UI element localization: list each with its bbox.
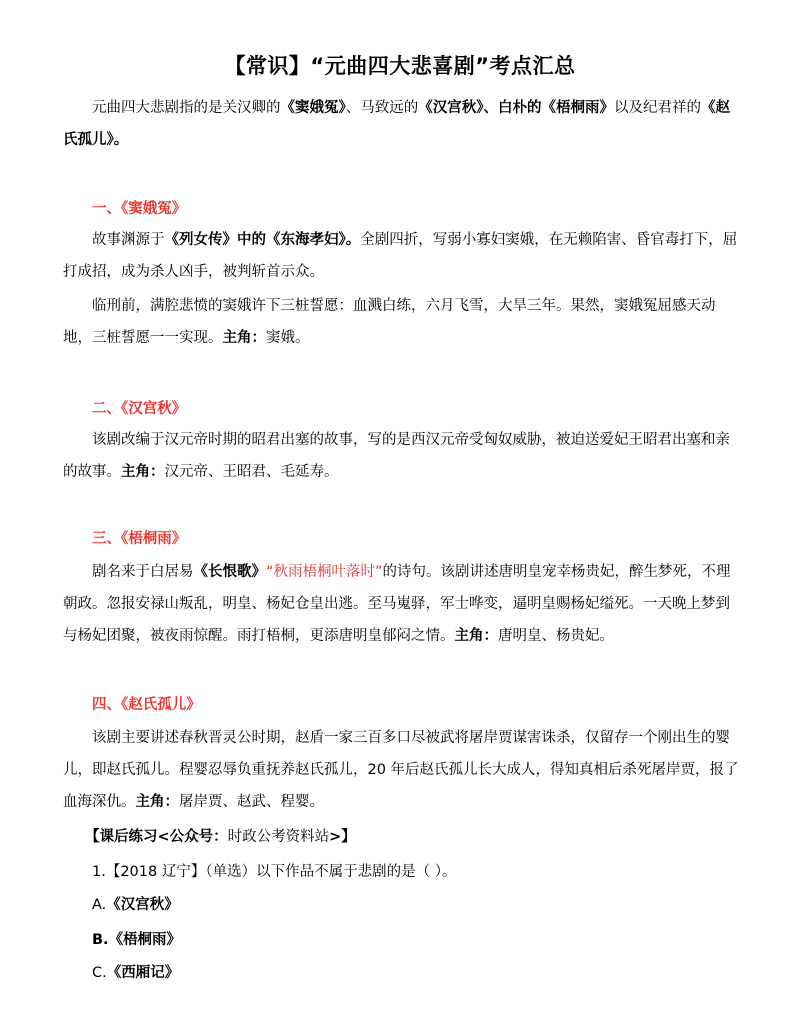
s2p1-bold-1: 主角：: [121, 464, 165, 480]
section-heading-3: 三、《梧桐雨》: [92, 531, 187, 547]
s1p2-text-2: 窦娥。: [266, 330, 310, 346]
section-4-paragraph-1: [63, 722, 743, 818]
s1p1-text-1: 故事渊源于: [92, 232, 165, 248]
s4p1-text-2: 屠岸贾、赵武、程婴。: [179, 794, 324, 810]
section-heading-1: 一、《窦娥冤》: [92, 201, 187, 217]
option-a-prefix: A.: [92, 897, 107, 913]
s3p1-bold-2: 主角：: [454, 628, 498, 644]
option-c-prefix: C.: [92, 965, 107, 981]
intro-paragraph: [63, 92, 743, 156]
section-3-paragraph-1: [63, 556, 743, 652]
s1p2-text-1: 临刑前，满腔悲愤的窦娥许下三桩誓愿：血溅白练，六月飞雪，大旱三年。果然，窦娥冤屈感天动地，三桩誓愿一一实现。: [63, 298, 716, 346]
exercise-heading: [85, 821, 765, 853]
exercise-bold-1: 【课后练习<公众号：: [85, 829, 228, 845]
intro-bold-2: 《汉宫秋》、白朴的《梧桐雨》: [418, 100, 614, 116]
intro-text-1: 元曲四大悲剧指的是关汉卿的: [92, 100, 281, 116]
question-stem: 1.【2018 辽宁】（单选）以下作品不属于悲剧的是（ ）。: [92, 864, 457, 880]
s3p1-red-quote: “秋雨梧桐叶落时”: [266, 564, 383, 580]
page-title: 【常识】“元曲四大悲喜剧”考点汇总: [224, 54, 576, 78]
s3p1-text-1: 剧名来于白居易: [92, 564, 194, 580]
intro-text-3: 以及纪君祥的: [614, 100, 701, 116]
s4p1-text-1: 该剧主要讲述春秋晋灵公时期，赵盾一家三百多口尽被武将屠岸贾谋害诛杀，仅留存一个刚出生的婴儿，即赵氏孤儿。程婴忍辱负重抚养赵氏孤儿，20 年后赵氏孤儿长大成人，得知真相后杀死屠岸贾，报了血海深仇。: [63, 730, 739, 810]
section-1-paragraph-2: [63, 290, 743, 354]
intro-text-2: 、马致远的: [345, 100, 419, 116]
option-b: [92, 924, 772, 956]
option-c: [92, 957, 772, 989]
s3p1-bold-1: 《长恨歌》: [193, 564, 266, 580]
option-b-text: 《梧桐雨》: [108, 932, 182, 948]
s2p1-text-1: 该剧改编于汉元帝时期的昭君出塞的故事，写的是西汉元帝受匈奴威胁，被迫送爱妃王昭君出塞和亲的故事。: [63, 432, 730, 480]
exercise-text-1: 时政公考资料站: [227, 829, 330, 845]
s4p1-bold-1: 主角：: [135, 794, 179, 810]
intro-bold-3: 《赵氏孤儿》。: [63, 100, 730, 148]
section-heading-4: 四、《赵氏孤儿》: [92, 697, 201, 713]
exercise-bold-2: >】: [329, 829, 356, 845]
option-c-text: 《西厢记》: [106, 965, 180, 981]
option-b-prefix: B.: [92, 932, 109, 948]
option-a-text: 《汉宫秋》: [106, 897, 179, 913]
section-heading-2: 二、《汉宫秋》: [92, 401, 187, 417]
s1p1-text-2: 全剧四折，写弱小寡妇窦娥，在无赖陷害、昏官毒打下，屈打成招，成为杀人凶手，被判斩首示众。: [63, 232, 738, 280]
option-a: [92, 889, 772, 921]
s2p1-text-2: 汉元帝、王昭君、毛延寿。: [164, 464, 339, 480]
section-1-paragraph-1: [63, 224, 743, 288]
s1p1-bold-1: 《列女传》中的《东海孝妇》。: [164, 232, 361, 248]
s3p1-text-3: 唐明皇、杨贵妃。: [498, 628, 614, 644]
intro-bold-1: 《窦娥冤》: [280, 100, 346, 116]
s3p1-text-2: 的诗句。该剧讲述唐明皇宠幸杨贵妃，醉生梦死，不理朝政。忽报安禄山叛乱，明皇、杨妃仓皇出逃。至马嵬驿，军士哗变，逼明皇赐杨妃缢死。一天晚上梦到与杨妃团聚，被夜雨惊醒。雨打梧桐，更添唐明皇郁闷之情。: [63, 564, 731, 644]
s1p2-bold-1: 主角：: [222, 330, 266, 346]
section-2-paragraph-1: [63, 424, 743, 488]
